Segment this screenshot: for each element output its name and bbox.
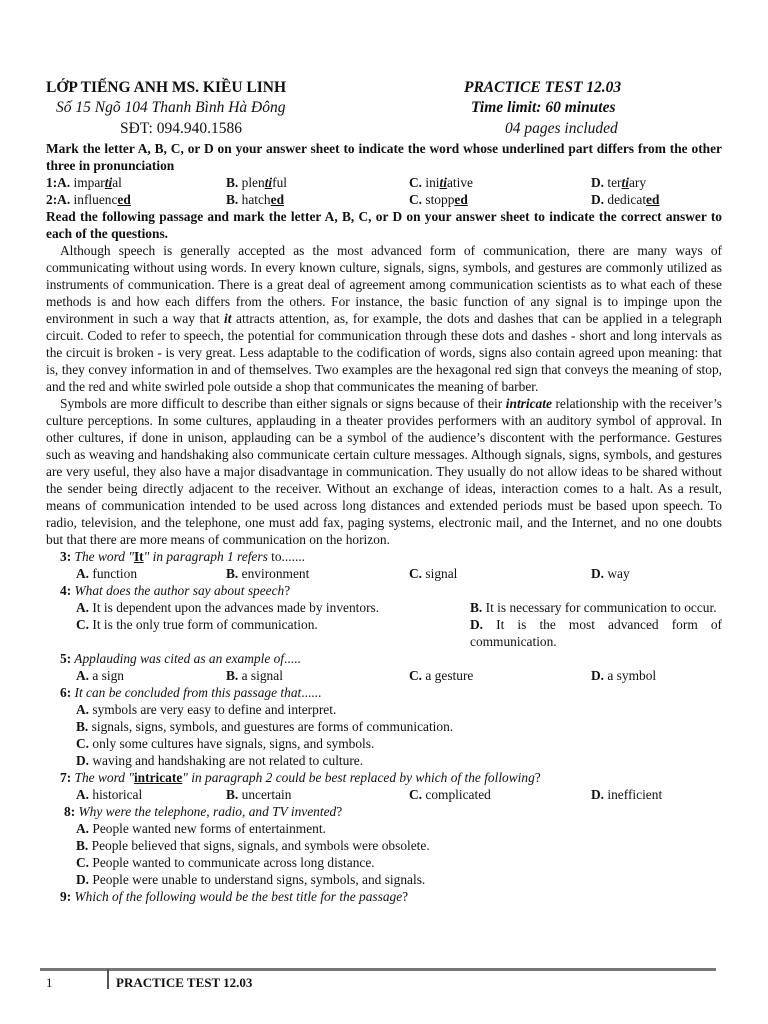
q3-option-d: D. way [591,566,630,581]
question-8-stem: 8: Why were the telephone, radio, and TV invented? [64,804,343,819]
q8-option-b: B. People believed that signs, signals, and symbols were obsolete. [76,838,430,853]
question-2 [46,191,722,208]
footer-separator [107,969,109,989]
page-number: 1 [46,975,53,990]
question-5-options [46,667,722,684]
q7-option-b: B. uncertain [226,787,292,802]
q1-option-b: B. plentiful [226,175,288,190]
q6-option-c: C. only some cultures have signals, signs, and symbols. [76,736,375,751]
q1-option-a: 1:A. impartial [46,175,122,190]
q8-option-a: A. People wanted new forms of entertainment. [76,821,326,836]
q2-option-c: C. stopped [409,192,468,207]
question-1 [46,174,722,191]
q1-option-d: D. tertiary [591,175,647,190]
section2-instruction: Read the following passage and mark the letter A, B, C, or D on your answer sheet to indicate the correct answer to each of the questions. [46,209,722,241]
pages-included: 04 pages included [505,120,618,137]
q5-option-c: C. a gesture [409,668,474,683]
time-limit: Time limit: 60 minutes [471,99,616,116]
question-4-stem: 4: What does the author say about speech? [60,583,291,598]
q5-option-a: A. a sign [76,668,125,683]
q4-option-a: A. It is dependent upon the advances made by inventors. [76,600,380,615]
q3-option-a: A. function [76,566,138,581]
q7-option-c: C. complicated [409,787,491,802]
q8-option-c: C. People wanted to communicate across long distance. [76,855,375,870]
q1-option-c: C. initiative [409,175,473,190]
q8-option-d: D. People were unable to understand signs, symbols, and signals. [76,872,426,887]
q2-option-a: 2:A. influenced [46,192,131,207]
school-name: LỚP TIẾNG ANH MS. KIỀU LINH [46,79,287,96]
question-4-options-cd [46,616,722,650]
q6-option-a: A. symbols are very easy to define and interpret. [76,702,337,717]
q2-option-d: D. dedicated [591,192,660,207]
passage-paragraph-2: Symbols are more difficult to describe than either signals or signs because of their intricate relationship with the receiver’s culture perceptions. In some cultures, applauding in a theater provides performers with an auditory symbol of approval. In other cultures, if done in unison, applauding can be a symbol of the audience’s discontent with the performance. Gestures such as weaving and handshaking also communicate certain culture messages. Although signals, signs, symbols, and gestures are very useful, they also have a major disadvantage in communication. They usually do not allow ideas to be shared without the sender being directly adjacent to the receiver. Without an exchange of ideas, interaction comes to a halt. As a result, means of communication intended to be used across long distances and extended periods must be based upon speech. To radio, television, and the telephone, one must add fax, paging systems, electronic mail, and the Internet, and no one doubts but that there are more means of communication on the horizon. [46,396,723,547]
q7-option-d: D. inefficient [591,787,663,802]
question-7-options [46,786,722,803]
question-3-options [46,565,722,582]
question-4-options-ab [46,599,722,616]
q7-option-a: A. historical [76,787,143,802]
q4-option-c: C. It is the only true form of communication. [76,617,318,632]
question-9-stem: 9: Which of the following would be the best title for the passage? [60,889,409,904]
q4-option-d: D. It is the most advanced form of communication. [470,617,722,649]
test-title: PRACTICE TEST 12.03 [464,79,622,96]
q3-option-b: B. environment [226,566,310,581]
q4-option-b: B. It is necessary for communication to occur. [470,600,717,615]
exam-content [46,140,722,905]
footer-divider [40,968,716,971]
school-phone: SĐT: 094.940.1586 [120,120,242,137]
question-3-stem: 3: The word "It" in paragraph 1 refers to....... [60,549,305,564]
footer-title: PRACTICE TEST 12.03 [116,975,253,990]
q5-option-d: D. a symbol [591,668,657,683]
q6-option-d: D. waving and handshaking are not related to culture. [76,753,364,768]
q2-option-b: B. hatched [226,192,285,207]
q5-option-b: B. a signal [226,668,283,683]
school-address: Số 15 Ngõ 104 Thanh Bình Hà Đông [56,99,286,116]
section1-instruction: Mark the letter A, B, C, or D on your answer sheet to indicate the word whose underlined part differs from the other three in pronunciation [46,141,722,173]
q3-option-c: C. signal [409,566,458,581]
question-6-stem: 6: It can be concluded from this passage that...... [60,685,322,700]
q6-option-b: B. signals, signs, symbols, and guestures are forms of communication. [76,719,454,734]
passage-paragraph-1: Although speech is generally accepted as the most advanced form of communication, there are many ways of communicating without using words. In every known culture, signals, signs, symbols, and gestures are commonly utilized as instruments of communication. There is a great deal of agreement among communication scientists as to what each of these methods is and how each differs from the others. For instance, the basic function of any signal is to impinge upon the environment in such a way that it attracts attention, as, for example, the dots and dashes that can be applied in a telegraph circuit. Coded to refer to speech, the potential for communication through these dots and dashes - short and long intervals as the circuit is broken - is very great. Less adaptable to the codification of words, signs also contain agreed upon meaning: that is, they convey information in and of themselves. Two examples are the hexagonal red sign that conveys the meaning of stop, and the red and white swirled pole outside a shop that communicates the meaning of barber. [46,243,722,394]
question-7-stem: 7: The word "intricate" in paragraph 2 could be best replaced by which of the following? [60,770,541,785]
question-5-stem: 5: Applauding was cited as an example of..... [60,651,301,666]
